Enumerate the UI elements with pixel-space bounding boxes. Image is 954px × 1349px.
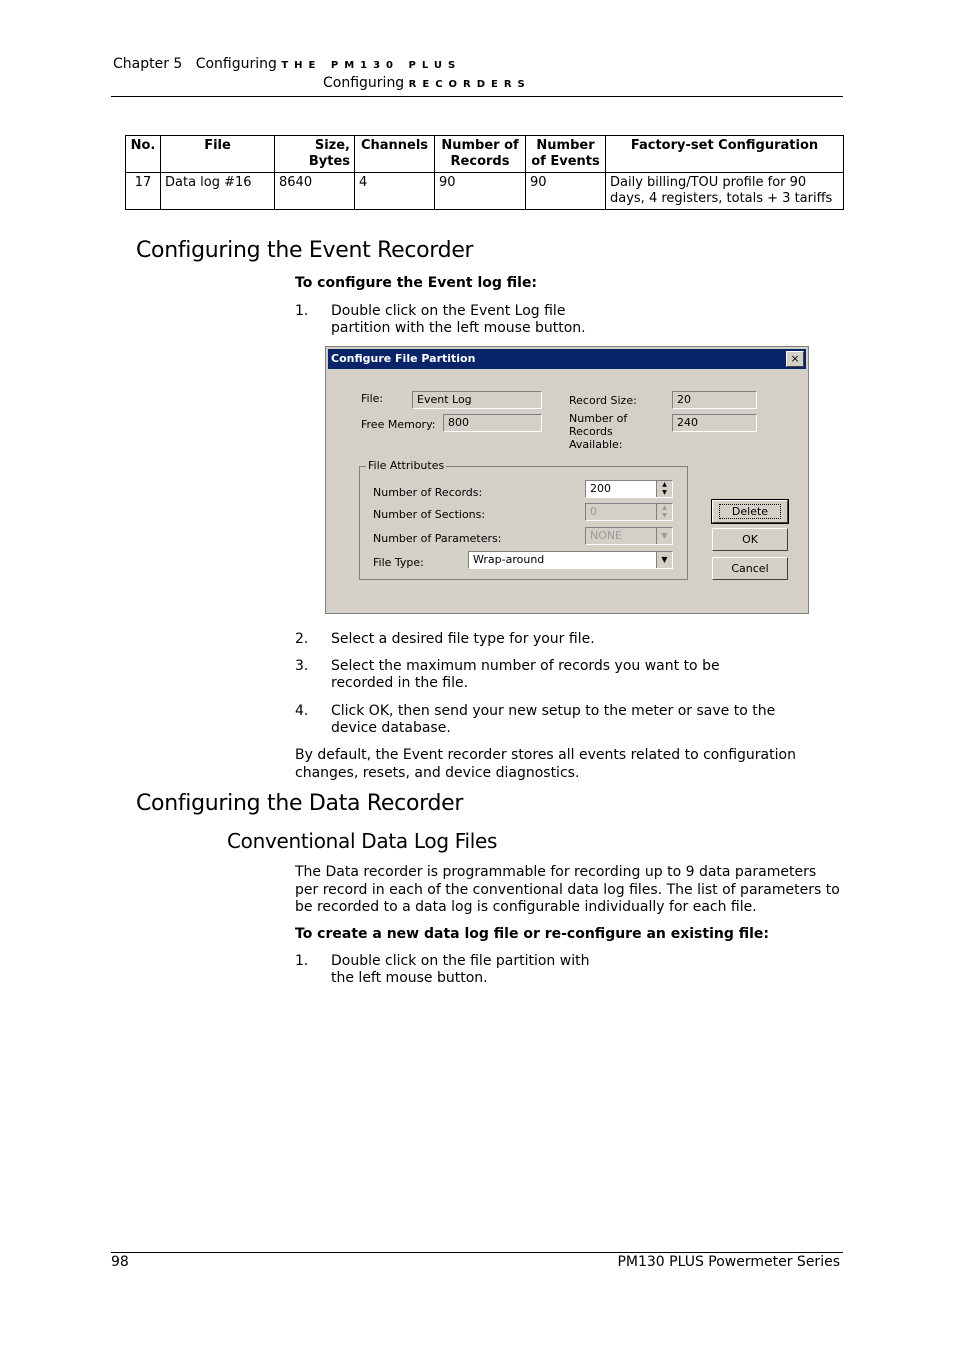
records-available-label: Number of Records Available:: [569, 412, 628, 451]
header-rule: [111, 96, 843, 97]
ok-button[interactable]: OK: [712, 528, 788, 551]
free-memory-label: Free Memory:: [361, 418, 436, 431]
col-header: Size, Bytes: [275, 136, 355, 173]
step-text: Double click on the file partition with the left mouse button.: [331, 953, 590, 986]
subsection-caps: RECORDERS: [408, 79, 531, 90]
num-sections-value: 0: [590, 505, 597, 518]
table-cell: 90: [435, 173, 526, 210]
event-intro: To configure the Event log file:: [295, 275, 538, 291]
table-cell: 90: [526, 173, 606, 210]
step-number: 1.: [295, 303, 309, 319]
spin-up-icon: ▲: [662, 504, 667, 511]
file-type-select[interactable]: [468, 551, 673, 569]
spin-down-icon: ▼: [662, 512, 667, 519]
table-cell: 4: [355, 173, 435, 210]
step-text: Click OK, then send your new setup to the meter or save to the device database.: [331, 703, 776, 736]
records-available-field: 240: [672, 414, 757, 432]
data-intro: To create a new data log file or re-configure an existing file:: [295, 926, 770, 942]
step-number: 3.: [295, 658, 309, 674]
event-note: By default, the Event recorder stores all events related to configuration changes, resets, and device diagnostics.: [295, 747, 796, 781]
spin-down-icon: ▼: [662, 489, 667, 496]
delete-button-label: Delete: [719, 504, 781, 519]
conventional-data-heading: Conventional Data Log Files: [227, 829, 498, 853]
cancel-button[interactable]: Cancel: [712, 557, 788, 580]
running-header: [113, 56, 461, 72]
step-text: Select the maximum number of records you want to be recorded in the file.: [331, 658, 720, 691]
free-memory-field: 800: [443, 414, 542, 432]
table-cell: Daily billing/TOU profile for 90 days, 4 registers, totals + 3 tariffs: [606, 173, 844, 210]
step-number: 2.: [295, 631, 309, 647]
num-params-select: [585, 527, 673, 545]
section-caps: THE PM130 PLUS: [281, 60, 462, 71]
step-number: 1.: [295, 953, 309, 969]
col-header: Number of Events: [526, 136, 606, 173]
file-spec-table: [125, 135, 844, 210]
num-params-value: NONE: [590, 529, 623, 542]
chapter-label: Chapter 5: [113, 56, 183, 72]
table-row: [126, 173, 844, 210]
dialog-titlebar: [328, 349, 806, 369]
num-records-value: 200: [590, 482, 611, 495]
num-sections-stepper: [585, 503, 673, 521]
subsection-label: Configuring: [323, 75, 405, 91]
dialog-title: Configure File Partition: [331, 352, 476, 365]
file-type-value: Wrap-around: [473, 553, 545, 566]
file-field: Event Log: [412, 391, 542, 409]
num-params-label: Number of Parameters:: [373, 532, 502, 545]
footer-rule: [111, 1252, 843, 1253]
num-sections-spin: [656, 504, 672, 520]
file-label: File:: [361, 392, 384, 405]
file-attributes-legend: File Attributes: [368, 459, 445, 472]
running-subheader: [323, 75, 531, 91]
table-cell: 17: [126, 173, 161, 210]
num-sections-label: Number of Sections:: [373, 508, 486, 521]
chevron-down-icon[interactable]: ▼: [656, 552, 672, 568]
col-header: Factory-set Configuration: [606, 136, 844, 173]
num-records-label: Number of Records:: [373, 486, 483, 499]
delete-button[interactable]: [712, 500, 788, 523]
section-label: Configuring: [195, 56, 277, 72]
page-number: 98: [111, 1254, 129, 1270]
col-header: File: [161, 136, 275, 173]
step-number: 4.: [295, 703, 309, 719]
step-text: Select a desired file type for your file.: [331, 631, 595, 647]
chevron-down-icon: ▼: [656, 528, 672, 544]
table-cell: 8640: [275, 173, 355, 210]
record-size-field: 20: [672, 391, 757, 409]
step-text: Double click on the Event Log file partition with the left mouse button.: [331, 303, 586, 336]
close-button[interactable]: ×: [786, 351, 804, 367]
record-size-label: Record Size:: [569, 394, 637, 407]
event-recorder-heading: Configuring the Event Recorder: [136, 238, 474, 263]
col-header: No.: [126, 136, 161, 173]
data-recorder-heading: Configuring the Data Recorder: [136, 791, 464, 816]
file-type-label: File Type:: [373, 556, 424, 569]
col-header: Channels: [355, 136, 435, 173]
col-header: Number of Records: [435, 136, 526, 173]
configure-file-partition-dialog: [325, 346, 809, 614]
num-records-stepper[interactable]: [585, 480, 673, 498]
data-para: The Data recorder is programmable for recording up to 9 data parameters per record in each of the conventional data log files. The list of parameters to be recorded to a data log is configurable individually for each file.: [295, 864, 840, 915]
num-records-spin[interactable]: [656, 481, 672, 497]
footer-title: PM130 PLUS Powermeter Series: [617, 1254, 840, 1270]
spin-up-icon: ▲: [662, 481, 667, 488]
table-cell: Data log #16: [161, 173, 275, 210]
table-header-row: [126, 136, 844, 173]
